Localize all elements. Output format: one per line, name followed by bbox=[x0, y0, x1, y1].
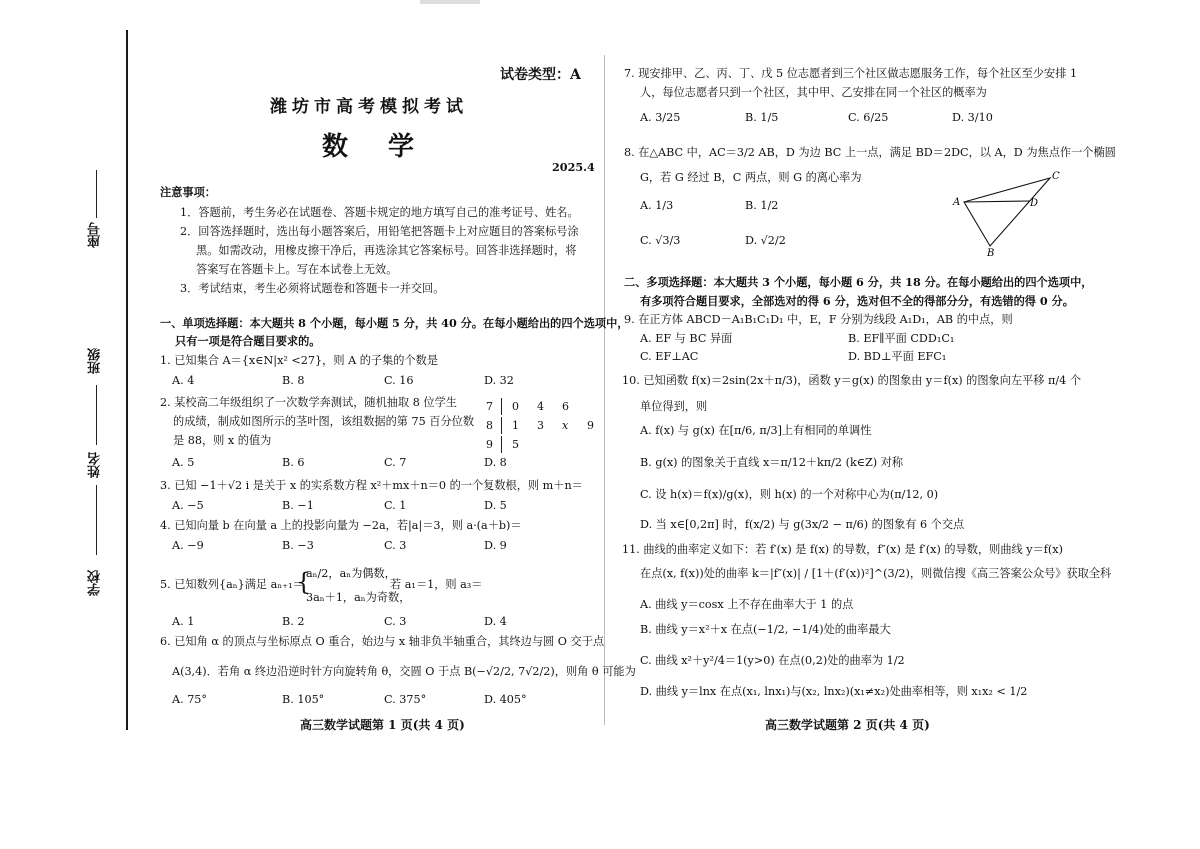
leaf-value: 6 bbox=[562, 400, 569, 413]
notice-item-2a: 2．回答选择题时，选出每小题答案后，用铅笔把答题卡上对应题目的答案标号涂 bbox=[180, 225, 579, 238]
q7-option-b: B. 1/5 bbox=[745, 111, 779, 124]
stem-value: 8 bbox=[478, 417, 502, 434]
q8-stem-a: 8. 在△ABC 中，AC＝3/2 AB，D 为边 BC 上一点，满足 BD＝2DC，以 A，D 为焦点作一个椭圆 bbox=[624, 146, 1116, 159]
scan-edge-mark bbox=[420, 0, 480, 4]
q5-option-a: A. 1 bbox=[172, 615, 195, 628]
notice-item-3: 3．考试结束，考生必须将试题卷和答题卡一并交回。 bbox=[180, 282, 445, 295]
school-label: 学校 bbox=[88, 570, 103, 596]
point-a-label: A bbox=[953, 197, 961, 208]
q4-stem: 4. 已知向量 b 在向量 a 上的投影向量为 −2a，若|a|＝3，则 a·(a＋b)＝ bbox=[160, 519, 522, 532]
q8-option-a: A. 1/3 bbox=[640, 199, 674, 212]
triangle-figure bbox=[950, 168, 1065, 258]
seat-blank bbox=[96, 170, 97, 218]
stem-value: 9 bbox=[478, 436, 502, 453]
section2-title-b: 有多项符合题目要求，全部选对的得 6 分，选对但不全的得部分分，有选错的得 0 分。 bbox=[640, 294, 1074, 308]
section1-title-b: 只有一项是符合题目要求的。 bbox=[175, 334, 321, 348]
q6-stem-a: 6. 已知角 α 的顶点与坐标原点 O 重合，始边与 x 轴非负半轴重合，其终边与圆 O 交于点 bbox=[160, 635, 605, 648]
name-blank bbox=[96, 485, 97, 555]
point-c-label: C bbox=[1052, 171, 1060, 182]
q4-option-d: D. 9 bbox=[484, 539, 507, 552]
leaf-value: x bbox=[562, 419, 569, 432]
paper-type: 试卷类型：A bbox=[500, 67, 581, 83]
exam-title: 潍坊市高考模拟考试 bbox=[270, 97, 468, 117]
notice-item-2b: 黑。如需改动，用橡皮擦干净后，再选涂其它答案标号。回答非选择题时，将 bbox=[196, 244, 577, 257]
q9-option-d: D. BD⊥平面 EFC₁ bbox=[848, 350, 947, 363]
stem-value: 7 bbox=[478, 398, 502, 415]
q9-stem: 9. 在正方体 ABCD－A₁B₁C₁D₁ 中，E，F 分别为线段 A₁D₁，AB 的中点，则 bbox=[624, 313, 1013, 326]
footer-page-2: 高三数学试题第 2 页(共 4 页) bbox=[765, 718, 930, 732]
q8-option-c: C. √3/3 bbox=[640, 234, 681, 247]
q5-stem-b: 若 a₁＝1，则 a₃＝ bbox=[390, 578, 483, 591]
footer-page-1: 高三数学试题第 1 页(共 4 页) bbox=[300, 718, 465, 732]
q10-option-d: D. 当 x∈[0,2π] 时，f(x/2) 与 g(3x/2 − π/6) 的图象有 6 个交点 bbox=[640, 518, 965, 531]
q5-stem-a: 5. 已知数列{aₙ}满足 aₙ₊₁＝ bbox=[160, 578, 304, 591]
q2-stem-a: 2. 某校高二年级组织了一次数学奔测试，随机抽取 8 位学生 bbox=[160, 396, 457, 409]
q10-stem-b: 单位得到，则 bbox=[640, 400, 708, 413]
stem-row bbox=[478, 436, 602, 453]
q7-option-d: D. 3/10 bbox=[952, 111, 993, 124]
q4-option-c: C. 3 bbox=[384, 539, 407, 552]
class-blank bbox=[96, 385, 97, 445]
q7-option-c: C. 6/25 bbox=[848, 111, 889, 124]
leaf-value: 4 bbox=[537, 400, 544, 413]
q11-option-d: D. 曲线 y＝lnx 在点(x₁, lnx₁)与(x₂, lnx₂)(x₁≠x₂)处曲率相等，则 x₁x₂ < 1/2 bbox=[640, 685, 1028, 698]
q1-option-c: C. 16 bbox=[384, 374, 414, 387]
page-divider bbox=[604, 55, 605, 725]
q4-option-b: B. −3 bbox=[282, 539, 314, 552]
q5-option-c: C. 3 bbox=[384, 615, 407, 628]
notice-title: 注意事项： bbox=[160, 185, 216, 199]
q8-stem-b: G，若 G 经过 B，C 两点，则 G 的离心率为 bbox=[640, 171, 862, 184]
q11-stem-b: 在点(x, f(x))处的曲率 k＝|f″(x)| / [1＋(f′(x))²]^(3/2)，则微信搜《高三答案公众号》获取全科 bbox=[640, 567, 1112, 580]
q4-option-a: A. −9 bbox=[172, 539, 204, 552]
q10-option-a: A. f(x) 与 g(x) 在[π/6, π/3]上有相同的单调性 bbox=[640, 424, 872, 437]
q10-option-c: C. 设 h(x)＝f(x)/g(x)，则 h(x) 的一个对称中心为(π/12, 0) bbox=[640, 488, 939, 501]
q5-option-d: D. 4 bbox=[484, 615, 507, 628]
q6-option-b: B. 105° bbox=[282, 693, 325, 706]
q1-option-b: B. 8 bbox=[282, 374, 305, 387]
leaf-value: 5 bbox=[512, 438, 519, 451]
q11-stem-a: 11. 曲线的曲率定义如下：若 f′(x) 是 f(x) 的导数，f″(x) 是 f′(x) 的导数，则曲线 y＝f(x) bbox=[622, 543, 1063, 556]
q1-option-d: D. 32 bbox=[484, 374, 514, 387]
q2-option-c: C. 7 bbox=[384, 456, 407, 469]
q2-option-a: A. 5 bbox=[172, 456, 195, 469]
point-b-label: B bbox=[987, 248, 995, 258]
q3-stem: 3. 已知 −1＋√2 i 是关于 x 的实系数方程 x²＋mx＋n＝0 的一个复数根，则 m＋n＝ bbox=[160, 479, 583, 492]
q5-case-1: aₙ/2，aₙ为偶数， bbox=[306, 567, 396, 580]
q3-option-a: A. −5 bbox=[172, 499, 204, 512]
q6-option-c: C. 375° bbox=[384, 693, 427, 706]
stem-leaf-plot bbox=[476, 396, 604, 455]
q2-stem-b: 的成绩，制成如图所示的茎叶图，该组数据的第 75 百分位数 bbox=[173, 415, 475, 428]
q11-option-b: B. 曲线 y＝x²＋x 在点(−1/2, −1/4)处的曲率最大 bbox=[640, 623, 891, 636]
notice-item-1: 1．答题前，考生务必在试题卷、答题卡规定的地方填写自己的准考证号、姓名。 bbox=[180, 206, 579, 219]
q6-option-d: D. 405° bbox=[484, 693, 527, 706]
leaf-value: 9 bbox=[587, 419, 594, 432]
q2-option-b: B. 6 bbox=[282, 456, 305, 469]
q5-brace: { bbox=[296, 568, 312, 596]
exam-date: 2025.4 bbox=[552, 160, 595, 174]
q3-option-d: D. 5 bbox=[484, 499, 507, 512]
q7-option-a: A. 3/25 bbox=[640, 111, 681, 124]
name-label: 姓名 bbox=[88, 452, 103, 478]
q5-option-b: B. 2 bbox=[282, 615, 305, 628]
q7-stem-a: 7. 现安排甲、乙、丙、丁、戊 5 位志愿者到三个社区做志愿服务工作，每个社区至少安排 1 bbox=[624, 67, 1078, 80]
class-label: 班级 bbox=[88, 348, 103, 374]
binding-line-vertical bbox=[126, 30, 128, 730]
section2-title-a: 二、多项选择题：本大题共 3 个小题，每小题 6 分，共 18 分。在每小题给出的四个选项中， bbox=[624, 275, 1093, 289]
seat-label: 座号 bbox=[88, 222, 103, 248]
stem-row bbox=[478, 398, 602, 415]
leaf-value: 1 bbox=[512, 419, 519, 432]
q2-option-d: D. 8 bbox=[484, 456, 507, 469]
q9-option-c: C. EF⊥AC bbox=[640, 350, 699, 363]
subject-title: 数学 bbox=[322, 132, 455, 162]
segment-ad bbox=[964, 201, 1030, 202]
q9-option-a: A. EF 与 BC 异面 bbox=[640, 332, 733, 345]
leaf-value: 3 bbox=[537, 419, 544, 432]
q6-option-a: A. 75° bbox=[172, 693, 208, 706]
q8-option-d: D. √2/2 bbox=[745, 234, 786, 247]
q11-option-a: A. 曲线 y＝cosx 上不存在曲率大于 1 的点 bbox=[640, 598, 854, 611]
section1-title-a: 一、单项选择题：本大题共 8 个小题，每小题 5 分，共 40 分。在每小题给出的四个选项中， bbox=[160, 316, 629, 330]
q1-stem: 1. 已知集合 A＝{x∈N|x² <27}，则 A 的子集的个数是 bbox=[160, 354, 439, 367]
q1-option-a: A. 4 bbox=[172, 374, 195, 387]
q9-option-b: B. EF∥平面 CDD₁C₁ bbox=[848, 332, 955, 345]
stem-row bbox=[478, 417, 602, 434]
q8-option-b: B. 1/2 bbox=[745, 199, 779, 212]
q5-case-2: 3aₙ＋1，aₙ为奇数， bbox=[306, 591, 411, 604]
q6-stem-b: A(3,4)．若角 α 终边沿逆时针方向旋转角 θ，交圆 O 于点 B(−√2/2, 7√2/2)，则角 θ 可能为 bbox=[172, 665, 636, 678]
point-d-label: D bbox=[1030, 198, 1039, 209]
q2-stem-c: 是 88，则 x 的值为 bbox=[173, 434, 272, 447]
q3-option-b: B. −1 bbox=[282, 499, 314, 512]
q7-stem-b: 人，每位志愿者只到一个社区，其中甲、乙安排在同一个社区的概率为 bbox=[640, 86, 987, 99]
q10-option-b: B. g(x) 的图象关于直线 x＝π/12＋kπ/2 (k∈Z) 对称 bbox=[640, 456, 904, 469]
notice-item-2c: 答案写在答题卡上。写在本试卷上无效。 bbox=[196, 263, 398, 276]
q3-option-c: C. 1 bbox=[384, 499, 407, 512]
q11-option-c: C. 曲线 x²＋y²/4＝1(y>0) 在点(0,2)处的曲率为 1/2 bbox=[640, 654, 905, 667]
leaf-value: 0 bbox=[512, 400, 519, 413]
q10-stem-a: 10. 已知函数 f(x)＝2sin(2x＋π/3)，函数 y＝g(x) 的图象由 y＝f(x) 的图象向左平移 π/4 个 bbox=[622, 374, 1082, 387]
triangle-abc bbox=[964, 178, 1050, 246]
